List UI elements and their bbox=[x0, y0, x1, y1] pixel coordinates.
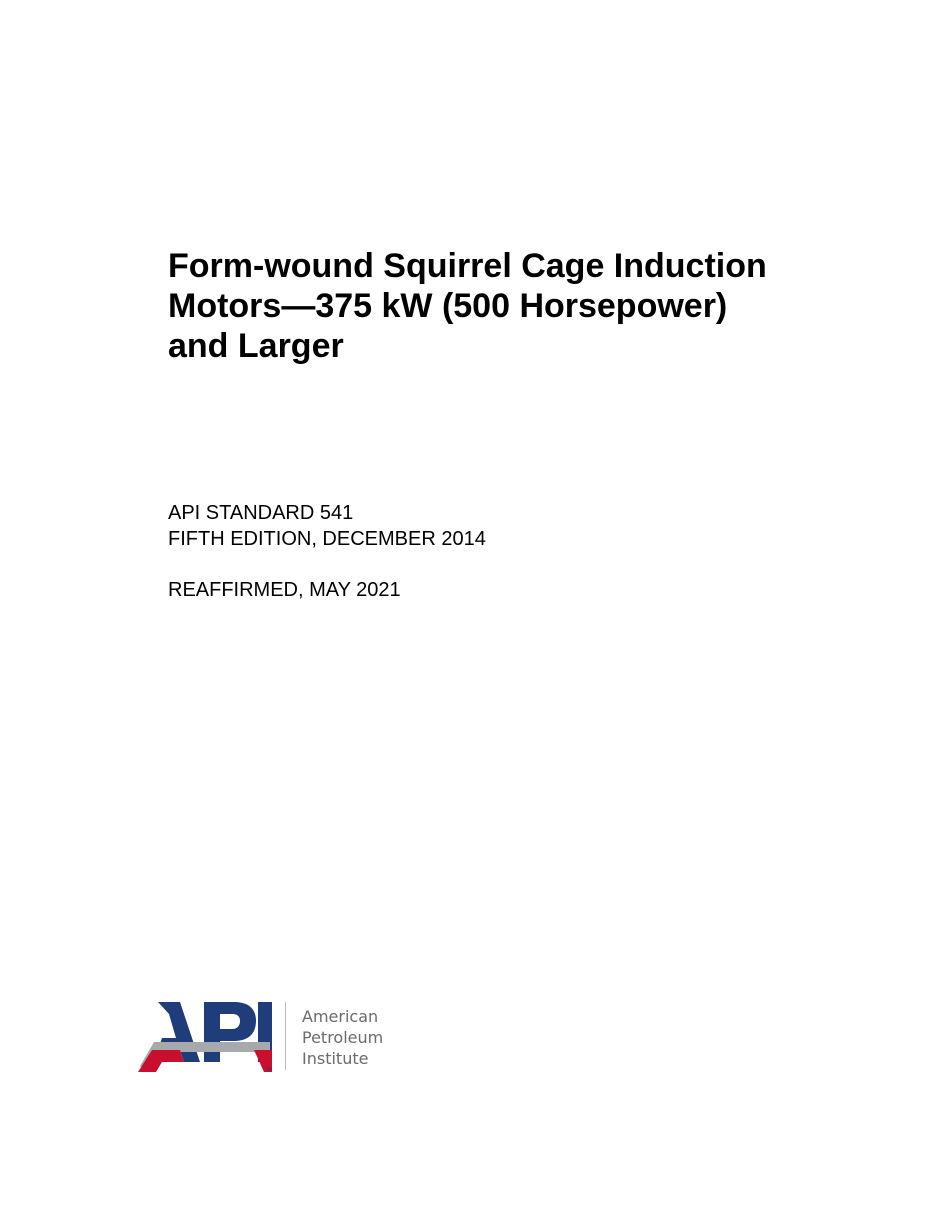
logo-word-institute: Institute bbox=[302, 1049, 369, 1068]
logo-org-name bbox=[302, 1006, 412, 1069]
title-line-2: Motors—375 kW (500 Horsepower) bbox=[168, 287, 728, 325]
document-meta bbox=[168, 500, 768, 552]
api-logo bbox=[138, 1000, 408, 1075]
svg-text:TM: TM bbox=[266, 1067, 272, 1072]
logo-word-american: American bbox=[302, 1007, 379, 1026]
standard-number: API STANDARD 541 bbox=[168, 502, 354, 524]
title-line-3: and Larger bbox=[168, 327, 344, 365]
document-title bbox=[168, 246, 868, 366]
edition-date: FIFTH EDITION, DECEMBER 2014 bbox=[168, 528, 486, 550]
api-logo-mark-icon bbox=[138, 1002, 273, 1072]
title-line-1: Form-wound Squirrel Cage Induction bbox=[168, 247, 767, 285]
logo-word-petroleum: Petroleum bbox=[302, 1028, 384, 1047]
logo-divider bbox=[285, 1002, 286, 1070]
reaffirmed-date: REAFFIRMED, MAY 2021 bbox=[168, 579, 401, 601]
